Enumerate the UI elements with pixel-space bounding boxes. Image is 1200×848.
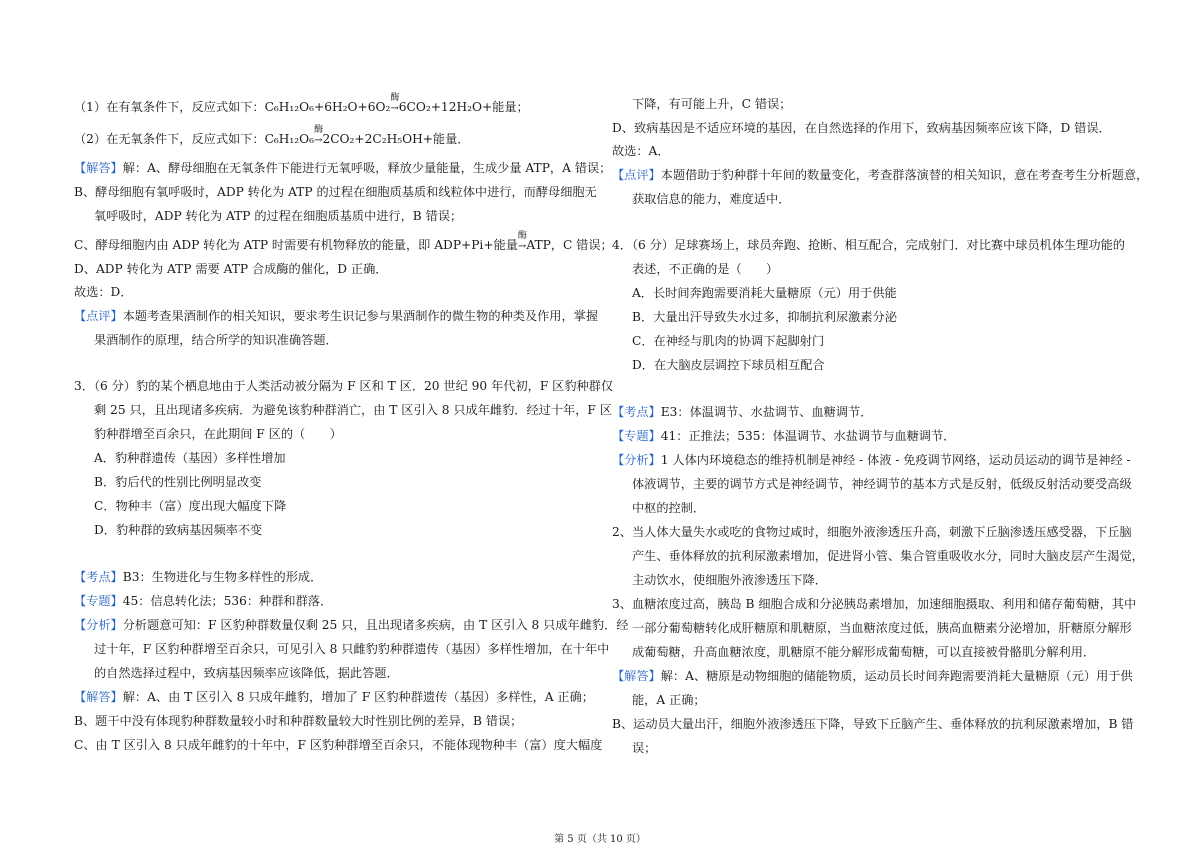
answer3-c: C、由 T 区引入 8 只成年雌豹的十年中，F 区豹种群增至百余只，不能体现物种丰（富）度大幅度 — [74, 738, 603, 752]
q4-analysis-2: 2、当人体大量失水或吃的食物过咸时，细胞外液渗透压升高，刺激下丘脑渗透压感受器，下丘脑 — [612, 525, 1132, 539]
answer3-a: 【解答】解：A、由 T 区引入 8 只成年雌豹，增加了 F 区豹种群遗传（基因）多样性，A 正确； — [74, 690, 594, 704]
q4-analysis-cont1: 体液调节，主要的调节方式是神经调节，神经调节的基本方式是反射，低级反射活动要受高级 — [632, 477, 1132, 491]
q4-answer-b: B、运动员大量出汗，细胞外液渗透压下降，导致下丘脑产生、垂体释放的抗利尿激素增加，B 错 — [612, 717, 1134, 731]
q4-analysis-3: 3、血糖浓度过高，胰岛 B 细胞合成和分泌胰岛素增加，加速细胞摄取、利用和储存葡萄糖，其中 — [612, 597, 1137, 611]
q4-zhuanti: 【专题】41：正推法；535：体温调节、水盐调节与血糖调节． — [612, 429, 956, 443]
q4-option-d: D．在大脑皮层调控下球员相互配合 — [632, 358, 825, 372]
answer3-d: D、致病基因是不适应环境的基因，在自然选择的作用下，致病基因频率应该下降，D 错误． — [612, 121, 1111, 135]
q4-option-b: B．大量出汗导致失水过多，抑制抗利尿激素分泌 — [632, 310, 897, 324]
kaodian: 【考点】B3：生物进化与生物多样性的形成． — [74, 570, 323, 584]
comment3: 【点评】本题借助于豹种群十年间的数量变化，考查群落演替的相关知识，意在考查考生分析题意， — [612, 168, 1149, 182]
answer-c: C、酵母细胞内由 ADP 转化为 ATP 时需要有机物释放的能量，即 ADP+Pi+能量 酶 →ATP，C 错误； — [74, 231, 613, 252]
question-4: 4．（6 分）足球赛场上，球员奔跑、抢断、相互配合，完成射门．对比赛中球员机体生理功能的 — [612, 238, 1125, 252]
aerobic-equation: （1）在有氧条件下，反应式如下：C₆H₁₂O₆+6H₂O+6O₂ 酶 →6CO₂+12H₂O+能量； — [74, 93, 529, 114]
analysis: 【分析】分析题意可知：F 区豹种群数量仅剩 25 只，且出现诸多疾病，由 T 区引入 8 只成年雌豹．经 — [74, 618, 629, 632]
choice: 故选：D． — [74, 285, 133, 299]
q4-option-c: C．在神经与肌肉的协调下起脚射门 — [632, 334, 825, 348]
question-3: 3．（6 分）豹的某个栖息地由于人类活动被分隔为 F 区和 T 区．20 世纪 90 年代初，F 区豹种群仅 — [74, 379, 614, 393]
q4-analysis-2-cont1: 产生、垂体释放的抗利尿激素增加，促进肾小管、集合管重吸收水分，同时大脑皮层产生渴觉， — [632, 549, 1144, 563]
page-footer: 第 5 页（共 10 页） — [554, 834, 646, 845]
q4-option-a: A．长时间奔跑需要消耗大量糖原（元）用于供能 — [632, 286, 897, 300]
q4-analysis-3-cont2: 成葡萄糖，升高血糖浓度，肌糖原不能分解形成葡萄糖，可以直接被骨骼肌分解利用． — [632, 645, 1096, 659]
option-b: B．豹后代的性别比例明显改变 — [94, 475, 262, 489]
q4-analysis-2-cont2: 主动饮水，使细胞外液渗透压下降． — [632, 573, 827, 587]
answer-b-cont: 氧呼吸时，ADP 转化为 ATP 的过程在细胞质基质中进行，B 错误； — [94, 209, 463, 223]
zhuanti: 【专题】45：信息转化法；536：种群和群落． — [74, 594, 333, 608]
analysis-cont1: 过十年，F 区豹种群增至百余只，可见引入 8 只雌豹豹种群遗传（基因）多样性增加，在十年中 — [94, 642, 610, 656]
comment: 【点评】本题考查果酒制作的相关知识，要求考生识记参与果酒制作的微生物的种类及作用，掌握 — [74, 309, 599, 323]
analysis-cont2: 的自然选择过程中，致病基因频率应该降低，据此答题． — [94, 666, 399, 680]
q4-answer-b-cont: 误； — [632, 741, 657, 755]
comment3-cont: 获取信息的能力，难度适中． — [632, 192, 791, 206]
option-a: A．豹种群遗传（基因）多样性增加 — [94, 451, 286, 465]
anaerobic-equation: （2）在无氧条件下，反应式如下：C₆H₁₂O₆ 酶 →2CO₂+2C₂H₅OH+能量． — [74, 125, 470, 146]
q4-answer-a: 【解答】解：A、糖原是动物细胞的储能物质，运动员长时间奔跑需要消耗大量糖原（元）用于供 — [612, 669, 1133, 683]
q4-kaodian: 【考点】E3：体温调节、水盐调节、血糖调节． — [612, 405, 873, 419]
question-4-line2: 表述，不正确的是（ ） — [632, 262, 779, 276]
option-c: C．物种丰（富）度出现大幅度下降 — [94, 499, 287, 513]
option-d: D．豹种群的致病基因频率不变 — [94, 523, 263, 537]
q4-analysis: 【分析】1 人体内环境稳态的维持机制是神经 - 体液 - 免疫调节网络，运动员运动的调节是神经 - — [612, 453, 1131, 467]
question-3-line3: 豹种群增至百余只，在此期间 F 区的（ ） — [94, 427, 342, 441]
answer-a: 【解答】解：A、酵母细胞在无氧条件下能进行无氧呼吸，释放少量能量，生成少量 ATP，A 错误； — [74, 161, 612, 175]
q4-analysis-3-cont1: 一部分葡萄糖转化成肝糖原和肌糖原，当血糖浓度过低，胰高血糖素分泌增加，肝糖原分解形 — [632, 621, 1132, 635]
answer3-b: B、题干中没有体现豹种群数量较小时和种群数量较大时性别比例的差异，B 错误； — [74, 714, 523, 728]
question-3-line2: 剩 25 只，且出现诸多疾病．为避免该豹种群消亡，由 T 区引入 8 只成年雌豹．经过十年，F 区 — [94, 403, 612, 417]
answer3-c-cont: 下降，有可能上升，C 错误； — [632, 97, 792, 111]
answer-b: B、酵母细胞有氧呼吸时，ADP 转化为 ATP 的过程在细胞质基质和线粒体中进行，而酵母细胞无 — [74, 185, 597, 199]
comment-cont: 果酒制作的原理，结合所学的知识准确答题． — [94, 333, 338, 347]
answer-d: D、ADP 转化为 ATP 需要 ATP 合成酶的催化，D 正确． — [74, 262, 388, 276]
choice3: 故选：A． — [612, 144, 670, 158]
q4-answer-a-cont: 能，A 正确； — [632, 693, 706, 707]
q4-analysis-cont2: 中枢的控制． — [632, 501, 706, 515]
